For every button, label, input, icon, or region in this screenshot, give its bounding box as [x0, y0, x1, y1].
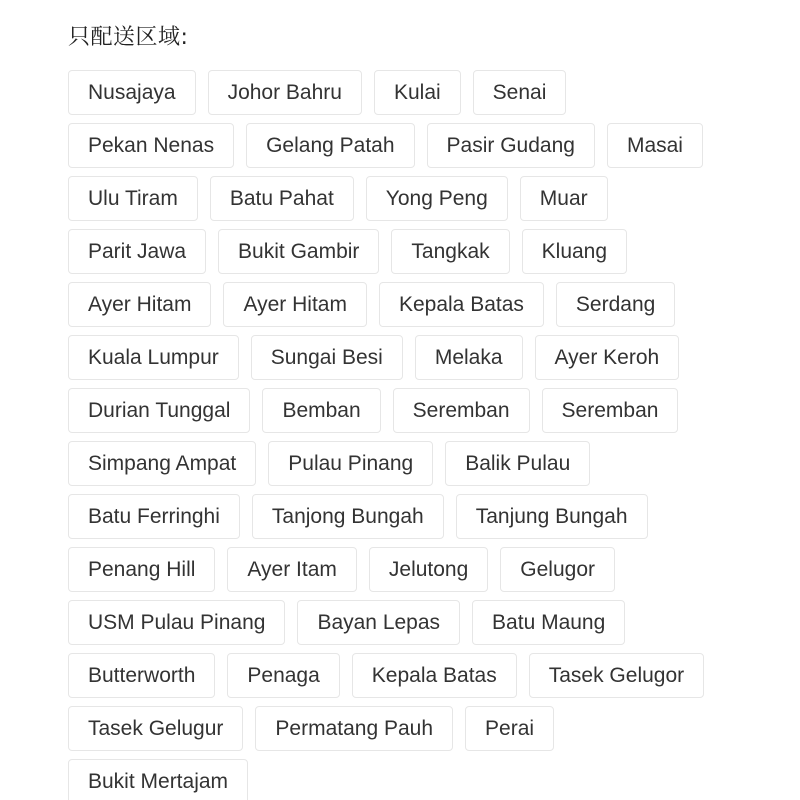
area-tag[interactable]: Batu Pahat	[210, 176, 354, 221]
area-tag[interactable]: Johor Bahru	[208, 70, 362, 115]
area-tag[interactable]: Perai	[465, 706, 554, 751]
area-tag[interactable]: Penang Hill	[68, 547, 215, 592]
area-tag[interactable]: Butterworth	[68, 653, 215, 698]
area-tag[interactable]: Sungai Besi	[251, 335, 403, 380]
area-tag[interactable]: Tasek Gelugur	[68, 706, 243, 751]
area-tag[interactable]: Pulau Pinang	[268, 441, 433, 486]
area-tag[interactable]: Gelang Patah	[246, 123, 414, 168]
area-tag[interactable]: Batu Maung	[472, 600, 625, 645]
area-tag[interactable]: Pekan Nenas	[68, 123, 234, 168]
area-tag[interactable]: Bayan Lepas	[297, 600, 460, 645]
area-tag[interactable]: Kulai	[374, 70, 461, 115]
area-tag[interactable]: Tanjung Bungah	[456, 494, 648, 539]
area-tag[interactable]: Muar	[520, 176, 608, 221]
area-tag[interactable]: Serdang	[556, 282, 675, 327]
area-tag[interactable]: Batu Ferringhi	[68, 494, 240, 539]
area-tag[interactable]: Parit Jawa	[68, 229, 206, 274]
area-tag[interactable]: Durian Tunggal	[68, 388, 250, 433]
area-tag[interactable]: Bemban	[262, 388, 380, 433]
area-tag[interactable]: Gelugor	[500, 547, 615, 592]
page-title: 只配送区域:	[68, 25, 189, 50]
area-tag[interactable]: Penaga	[227, 653, 339, 698]
area-tag[interactable]: Ayer Itam	[227, 547, 356, 592]
area-tag[interactable]: Tasek Gelugor	[529, 653, 704, 698]
area-tag[interactable]: Ayer Keroh	[535, 335, 680, 380]
area-tag[interactable]: Bukit Gambir	[218, 229, 379, 274]
area-tag[interactable]: Yong Peng	[366, 176, 508, 221]
area-tag[interactable]: Kepala Batas	[352, 653, 517, 698]
area-tag[interactable]: Pasir Gudang	[427, 123, 595, 168]
area-tag[interactable]: Kluang	[522, 229, 627, 274]
area-tag[interactable]: Kuala Lumpur	[68, 335, 239, 380]
area-tag-list	[68, 70, 738, 800]
area-tag[interactable]: Balik Pulau	[445, 441, 590, 486]
area-tag[interactable]: Senai	[473, 70, 567, 115]
area-tag[interactable]: Tanjong Bungah	[252, 494, 444, 539]
area-tag[interactable]: Permatang Pauh	[255, 706, 453, 751]
area-tag[interactable]: USM Pulau Pinang	[68, 600, 285, 645]
area-tag[interactable]: Melaka	[415, 335, 523, 380]
area-tag[interactable]: Simpang Ampat	[68, 441, 256, 486]
area-tag[interactable]: Ayer Hitam	[68, 282, 211, 327]
area-tag[interactable]: Seremban	[393, 388, 530, 433]
area-tag[interactable]: Nusajaya	[68, 70, 196, 115]
area-tag[interactable]: Masai	[607, 123, 703, 168]
area-tag[interactable]: Jelutong	[369, 547, 488, 592]
area-tag[interactable]: Seremban	[542, 388, 679, 433]
area-tag[interactable]: Ulu Tiram	[68, 176, 198, 221]
area-tag[interactable]: Tangkak	[391, 229, 509, 274]
area-tag[interactable]: Kepala Batas	[379, 282, 544, 327]
area-tag[interactable]: Ayer Hitam	[223, 282, 366, 327]
area-tag[interactable]: Bukit Mertajam	[68, 759, 248, 800]
